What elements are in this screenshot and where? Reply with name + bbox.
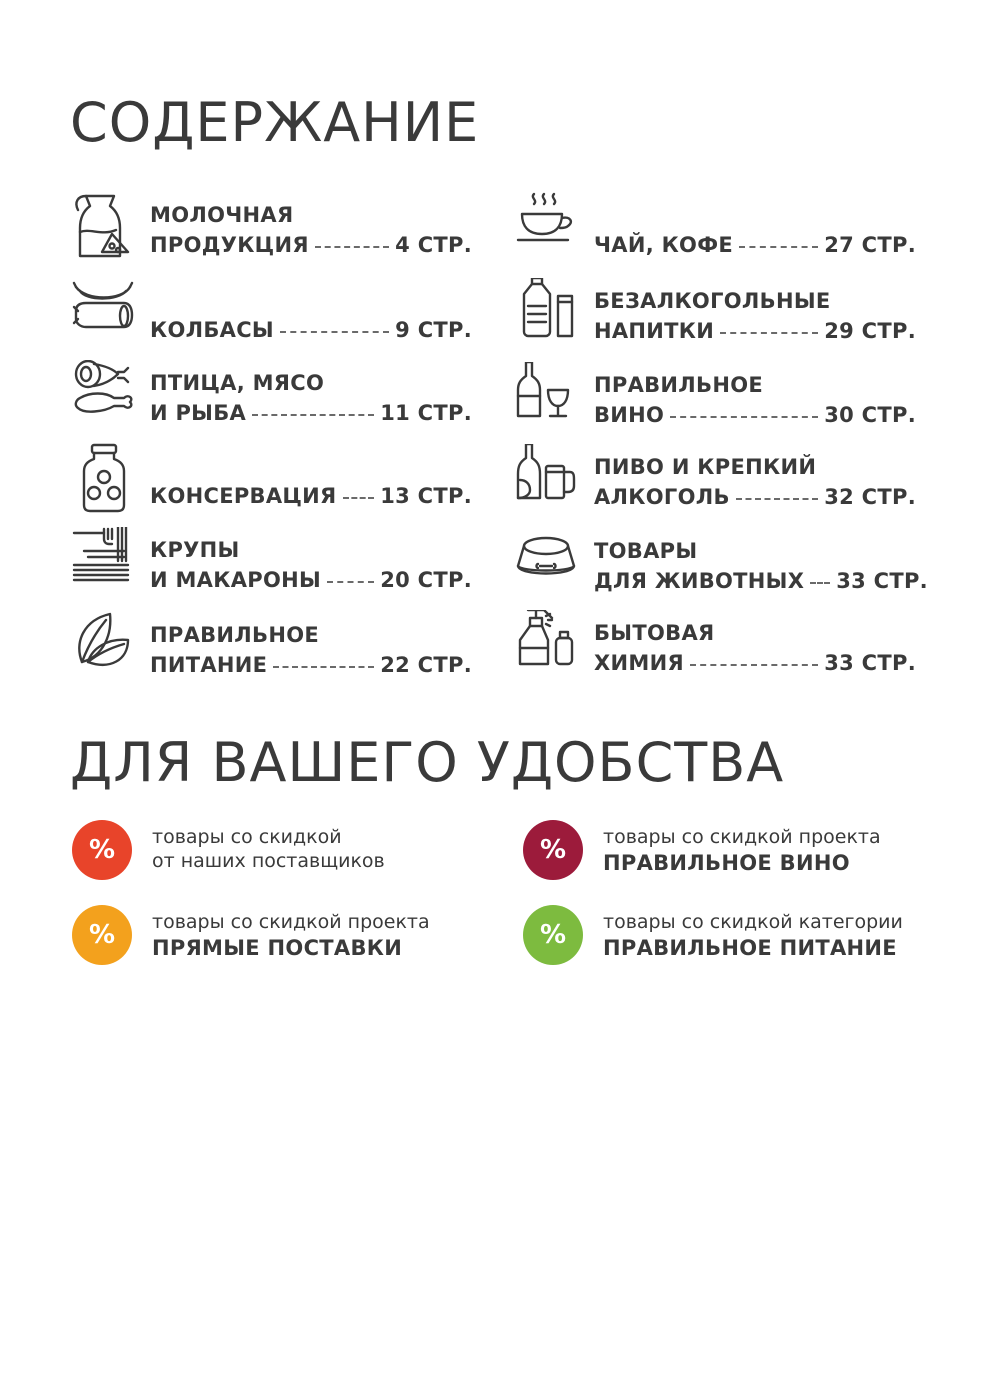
- spray-bottle-icon: [516, 610, 580, 680]
- toc-item-label-line2: НАПИТКИ: [594, 319, 715, 343]
- toc-item-label-line1: ПРАВИЛЬНОЕ: [594, 373, 764, 397]
- pet-bowl-icon: [516, 528, 580, 598]
- toc-title: СОДЕРЖАНИЕ: [70, 91, 480, 154]
- dotted-leader: [273, 666, 374, 668]
- toc-page-number: 32 СТР.: [824, 485, 916, 509]
- dotted-leader: [252, 414, 374, 416]
- dotted-leader: [736, 498, 818, 500]
- toc-item-label-line2: И РЫБА: [150, 401, 247, 425]
- dotted-leader: [315, 246, 389, 248]
- dotted-leader: [720, 332, 818, 334]
- convenience-title: ДЛЯ ВАШЕГО УДОБСТВА: [70, 731, 785, 794]
- toc-item-label-line2: ДЛЯ ЖИВОТНЫХ: [594, 569, 805, 593]
- toc-page-number: 4 СТР.: [395, 233, 472, 257]
- toc-item-label-line2: И МАКАРОНЫ: [150, 568, 322, 592]
- tea-cup-icon: [516, 192, 580, 262]
- toc-item-label-line1: ТОВАРЫ: [594, 539, 698, 563]
- legend-text-line2: ПРЯМЫЕ ПОСТАВКИ: [152, 936, 403, 960]
- toc-page-number: 27 СТР.: [824, 233, 916, 257]
- pasta-fork-icon: [72, 527, 136, 597]
- legend-text-line1: товары со скидкой: [152, 826, 342, 848]
- milk-jug-icon: [72, 192, 136, 262]
- wine-icon: [516, 362, 580, 432]
- legend-text-line1: товары со скидкой проекта: [152, 911, 430, 933]
- dotted-leader: [280, 331, 389, 333]
- toc-page-number: 22 СТР.: [380, 653, 472, 677]
- toc-page-number: 9 СТР.: [395, 318, 472, 342]
- legend-item-direct-supply-discount: [72, 905, 512, 969]
- toc-item-label-line2: ХИМИЯ: [594, 651, 684, 675]
- toc-page-number: 33 СТР.: [824, 651, 916, 675]
- legend-text-line1: товары со скидкой проекта: [603, 826, 881, 848]
- toc-item-preserves[interactable]: [72, 443, 472, 523]
- legend-text-line2: ПРАВИЛЬНОЕ ПИТАНИЕ: [603, 936, 897, 960]
- legend-item-healthy-discount: [523, 905, 963, 969]
- toc-item-label-line2: КОНСЕРВАЦИЯ: [150, 484, 337, 508]
- toc-item-label-line2: ЧАЙ, КОФЕ: [594, 233, 733, 257]
- dotted-leader: [327, 581, 374, 583]
- toc-page-number: 33 СТР.: [836, 569, 928, 593]
- toc-page-number: 30 СТР.: [824, 403, 916, 427]
- toc-item-beer[interactable]: [516, 444, 916, 524]
- dotted-leader: [670, 416, 818, 418]
- toc-item-dairy[interactable]: [72, 192, 472, 272]
- toc-item-label-line2: АЛКОГОЛЬ: [594, 485, 730, 509]
- percent-badge-wine-icon: %: [523, 820, 583, 880]
- toc-item-cereals[interactable]: [72, 527, 472, 607]
- beer-icon: [516, 444, 580, 514]
- legend-item-supplier-discount: [72, 820, 512, 884]
- toc-item-label-line2: ВИНО: [594, 403, 665, 427]
- legend-item-wine-discount: [523, 820, 963, 884]
- toc-item-household[interactable]: [516, 610, 916, 690]
- toc-item-label-line1: [150, 285, 472, 315]
- toc-item-healthy[interactable]: [72, 612, 472, 692]
- soft-drinks-icon: [516, 278, 580, 348]
- toc-item-label-line2: ПРОДУКЦИЯ: [150, 233, 309, 257]
- legend-text-line2: от наших поставщиков: [152, 850, 385, 872]
- dotted-leader: [810, 582, 830, 584]
- toc-page-number: 29 СТР.: [824, 319, 916, 343]
- toc-item-label-line1: ПИВО И КРЕПКИЙ: [594, 455, 817, 479]
- toc-item-label-line1: БЫТОВАЯ: [594, 621, 715, 645]
- leaf-icon: [72, 612, 136, 682]
- toc-item-pets[interactable]: [516, 528, 928, 608]
- toc-item-tea-coffee[interactable]: [516, 192, 916, 272]
- toc-item-label-line1: ПРАВИЛЬНОЕ: [150, 623, 320, 647]
- percent-badge-orange-icon: %: [72, 905, 132, 965]
- toc-item-sausages[interactable]: [72, 277, 472, 357]
- toc-item-wine[interactable]: [516, 362, 916, 442]
- dotted-leader: [343, 497, 375, 499]
- meat-poultry-icon: [72, 360, 136, 430]
- toc-item-label-line1: МОЛОЧНАЯ: [150, 203, 294, 227]
- toc-page-number: 20 СТР.: [380, 568, 472, 592]
- sausage-icon: [72, 277, 136, 347]
- toc-page-number: 13 СТР.: [380, 484, 472, 508]
- legend-text-line2: ПРАВИЛЬНОЕ ВИНО: [603, 851, 850, 875]
- percent-badge-red-icon: %: [72, 820, 132, 880]
- toc-item-label-line2: КОЛБАСЫ: [150, 318, 274, 342]
- preserve-jar-icon: [72, 443, 136, 513]
- toc-item-label-line1: ПТИЦА, МЯСО: [150, 371, 325, 395]
- legend-text-line1: товары со скидкой категории: [603, 911, 903, 933]
- toc-page-number: 11 СТР.: [380, 401, 472, 425]
- toc-item-label-line1: БЕЗАЛКОГОЛЬНЫЕ: [594, 289, 831, 313]
- percent-badge-green-icon: %: [523, 905, 583, 965]
- dotted-leader: [739, 246, 818, 248]
- toc-item-label-line1: [150, 451, 472, 481]
- toc-item-label-line1: [594, 200, 916, 230]
- toc-item-soft-drinks[interactable]: [516, 278, 916, 358]
- toc-item-label-line1: КРУПЫ: [150, 538, 240, 562]
- toc-item-label-line2: ПИТАНИЕ: [150, 653, 268, 677]
- toc-item-meat[interactable]: [72, 360, 472, 440]
- dotted-leader: [690, 664, 818, 666]
